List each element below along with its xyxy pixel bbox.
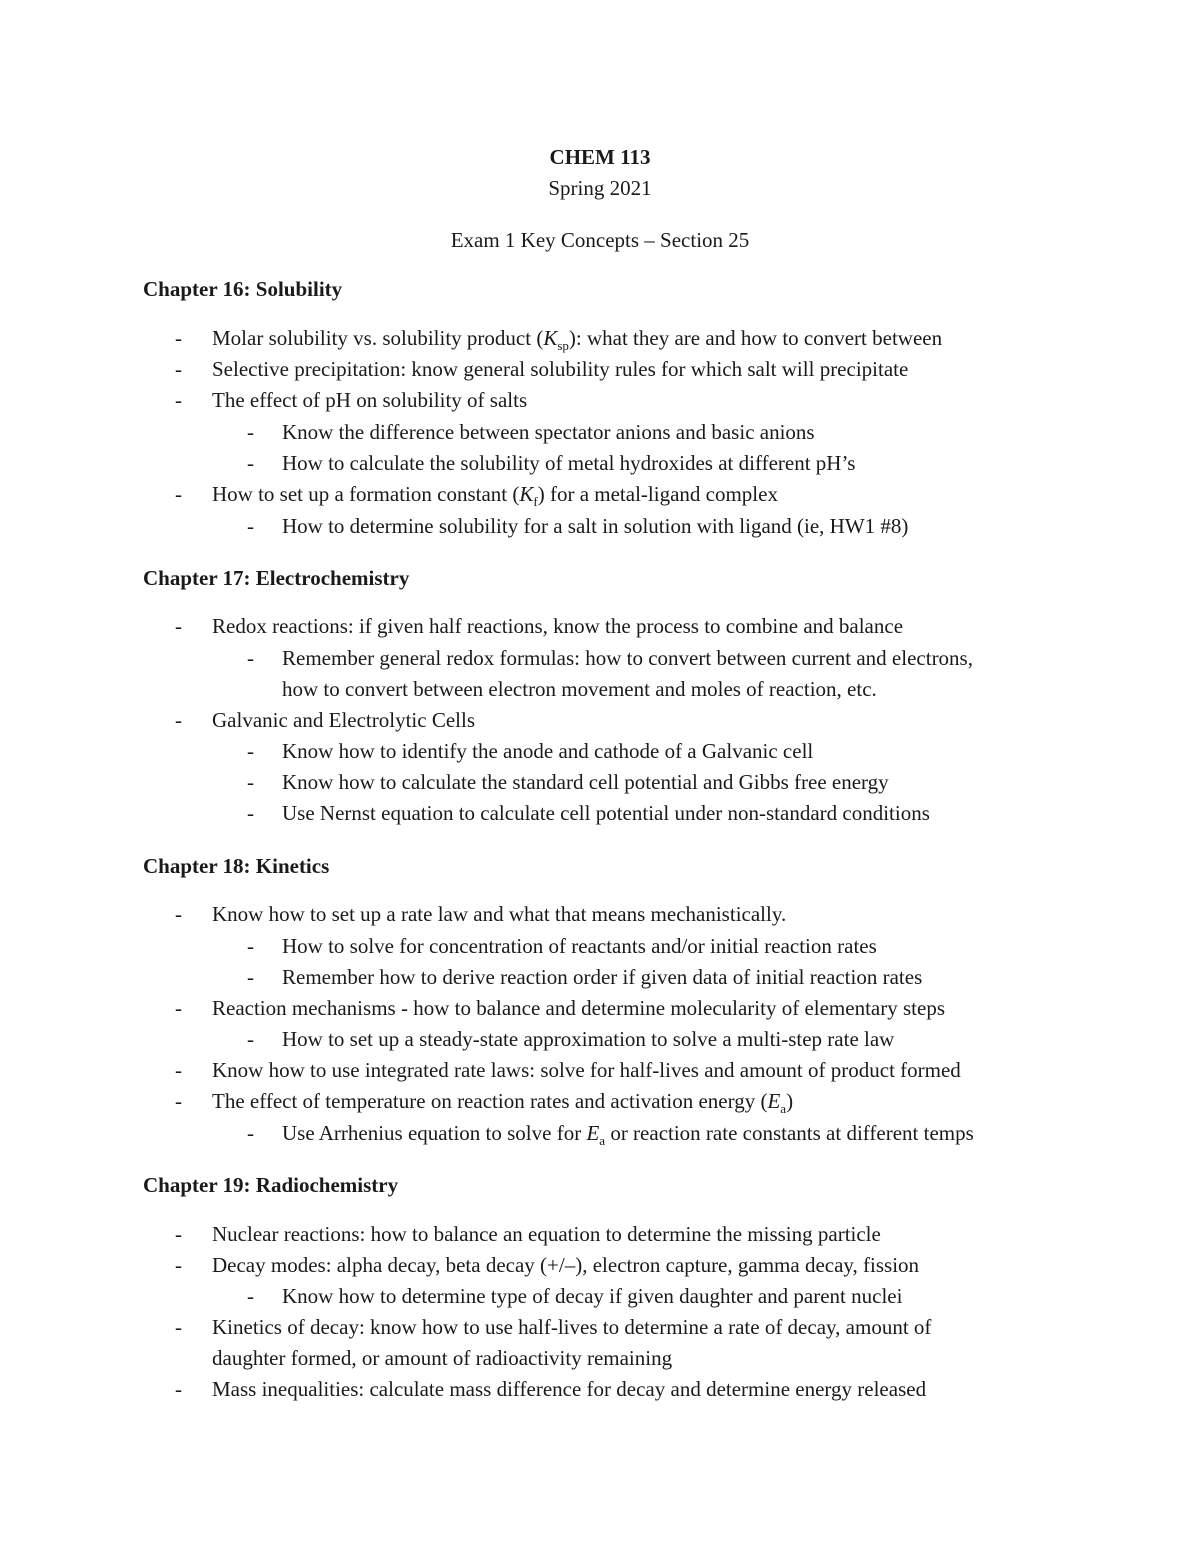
bullet-dash: - [247,965,254,989]
list-item-text: Remember how to derive reaction order if given data of initial reaction rates [282,965,923,989]
list-item-text: Know how to set up a rate law and what that means mechanistically. [212,902,787,926]
bullet-dash: - [175,1222,182,1246]
bullet-dash: - [175,1377,182,1401]
list-item-text: Use Arrhenius equation to solve for $E_a$ or reaction rate constants at different temps [282,1121,974,1149]
bullet-dash: - [247,514,254,538]
list-item-text: Redox reactions: if given half reactions, know the process to combine and balance [212,614,904,638]
bullet-dash: - [247,1121,254,1145]
bullet-dash: - [175,326,182,350]
list-item-text: Mass inequalities: calculate mass difference for decay and determine energy released [212,1377,927,1401]
bullet-dash: - [247,739,254,763]
bullet-dash: - [247,934,254,958]
list-item-text: Molar solubility vs. solubility product $(K_{sp})$: what they are and how to convert between [212,326,943,354]
bullet-dash: - [247,1284,254,1308]
list-item-text: Galvanic and Electrolytic Cells [212,708,475,732]
exam-title: Exam 1 Key Concepts – Section 25 [450,228,750,252]
chapter-18-heading: Chapter 18: Kinetics [143,854,330,878]
bullet-dash: - [175,1315,182,1339]
bullet-dash: - [247,451,254,475]
list-item-text: Know how to calculate the standard cell potential and Gibbs free energy [282,770,889,794]
list-item-text: Use Nernst equation to calculate cell potential under non-standard conditions [282,801,930,825]
list-item-text: Know how to determine type of decay if given daughter and parent nuclei [282,1284,903,1308]
list-item-text: How to set up a steady-state approximation to solve a multi-step rate law [282,1027,895,1051]
list-item-text: how to convert between electron movement and moles of reaction, etc. [282,677,877,701]
list-item-text: The effect of temperature on reaction rates and activation energy $(E_a)$ [212,1089,794,1117]
list-item-text: Know the difference between spectator anions and basic anions [282,420,815,444]
bullet-dash: - [175,902,182,926]
chapter-19-heading: Chapter 19: Radiochemistry [143,1173,399,1197]
bullet-dash: - [175,357,182,381]
term-label: Spring 2021 [548,176,652,200]
bullet-dash: - [247,801,254,825]
chapter-16-heading: Chapter 16: Solubility [143,277,343,301]
bullet-dash: - [175,388,182,412]
bullet-dash: - [247,420,254,444]
list-item-text: How to solve for concentration of reactants and/or initial reaction rates [282,934,877,958]
bullet-dash: - [175,708,182,732]
course-title: CHEM 113 [549,145,651,169]
list-item-text: The effect of pH on solubility of salts [212,388,528,412]
chapter-17-heading: Chapter 17: Electrochemistry [143,566,410,590]
list-item-text: Remember general redox formulas: how to convert between current and electrons, [282,646,973,670]
bullet-dash: - [247,646,254,670]
list-item-text: How to calculate the solubility of metal hydroxides at different pH’s [282,451,856,475]
list-item-text: Know how to use integrated rate laws: solve for half-lives and amount of product formed [212,1058,961,1082]
list-item-text: Reaction mechanisms - how to balance and determine molecularity of elementary steps [212,996,945,1020]
list-item-text: daughter formed, or amount of radioactivity remaining [212,1346,673,1370]
bullet-dash: - [247,1027,254,1051]
bullet-dash: - [175,1089,182,1113]
list-item-text: Selective precipitation: know general solubility rules for which salt will precipitate [212,357,909,381]
bullet-dash: - [247,770,254,794]
list-item-text: Decay modes: alpha decay, beta decay (+/–), electron capture, gamma decay, fission [212,1253,920,1277]
list-item-text: How to determine solubility for a salt in solution with ligand (ie, HW1 #8) [282,514,909,538]
bullet-dash: - [175,482,182,506]
list-item-text: How to set up a formation constant $(K_f)$ for a metal-ligand complex [212,482,778,510]
bullet-dash: - [175,1058,182,1082]
list-item-text: Nuclear reactions: how to balance an equation to determine the missing particle [212,1222,881,1246]
list-item-text: Know how to identify the anode and cathode of a Galvanic cell [282,739,814,763]
bullet-dash: - [175,996,182,1020]
bullet-dash: - [175,1253,182,1277]
bullet-dash: - [175,614,182,638]
list-item-text: Kinetics of decay: know how to use half-lives to determine a rate of decay, amount of [212,1315,932,1339]
